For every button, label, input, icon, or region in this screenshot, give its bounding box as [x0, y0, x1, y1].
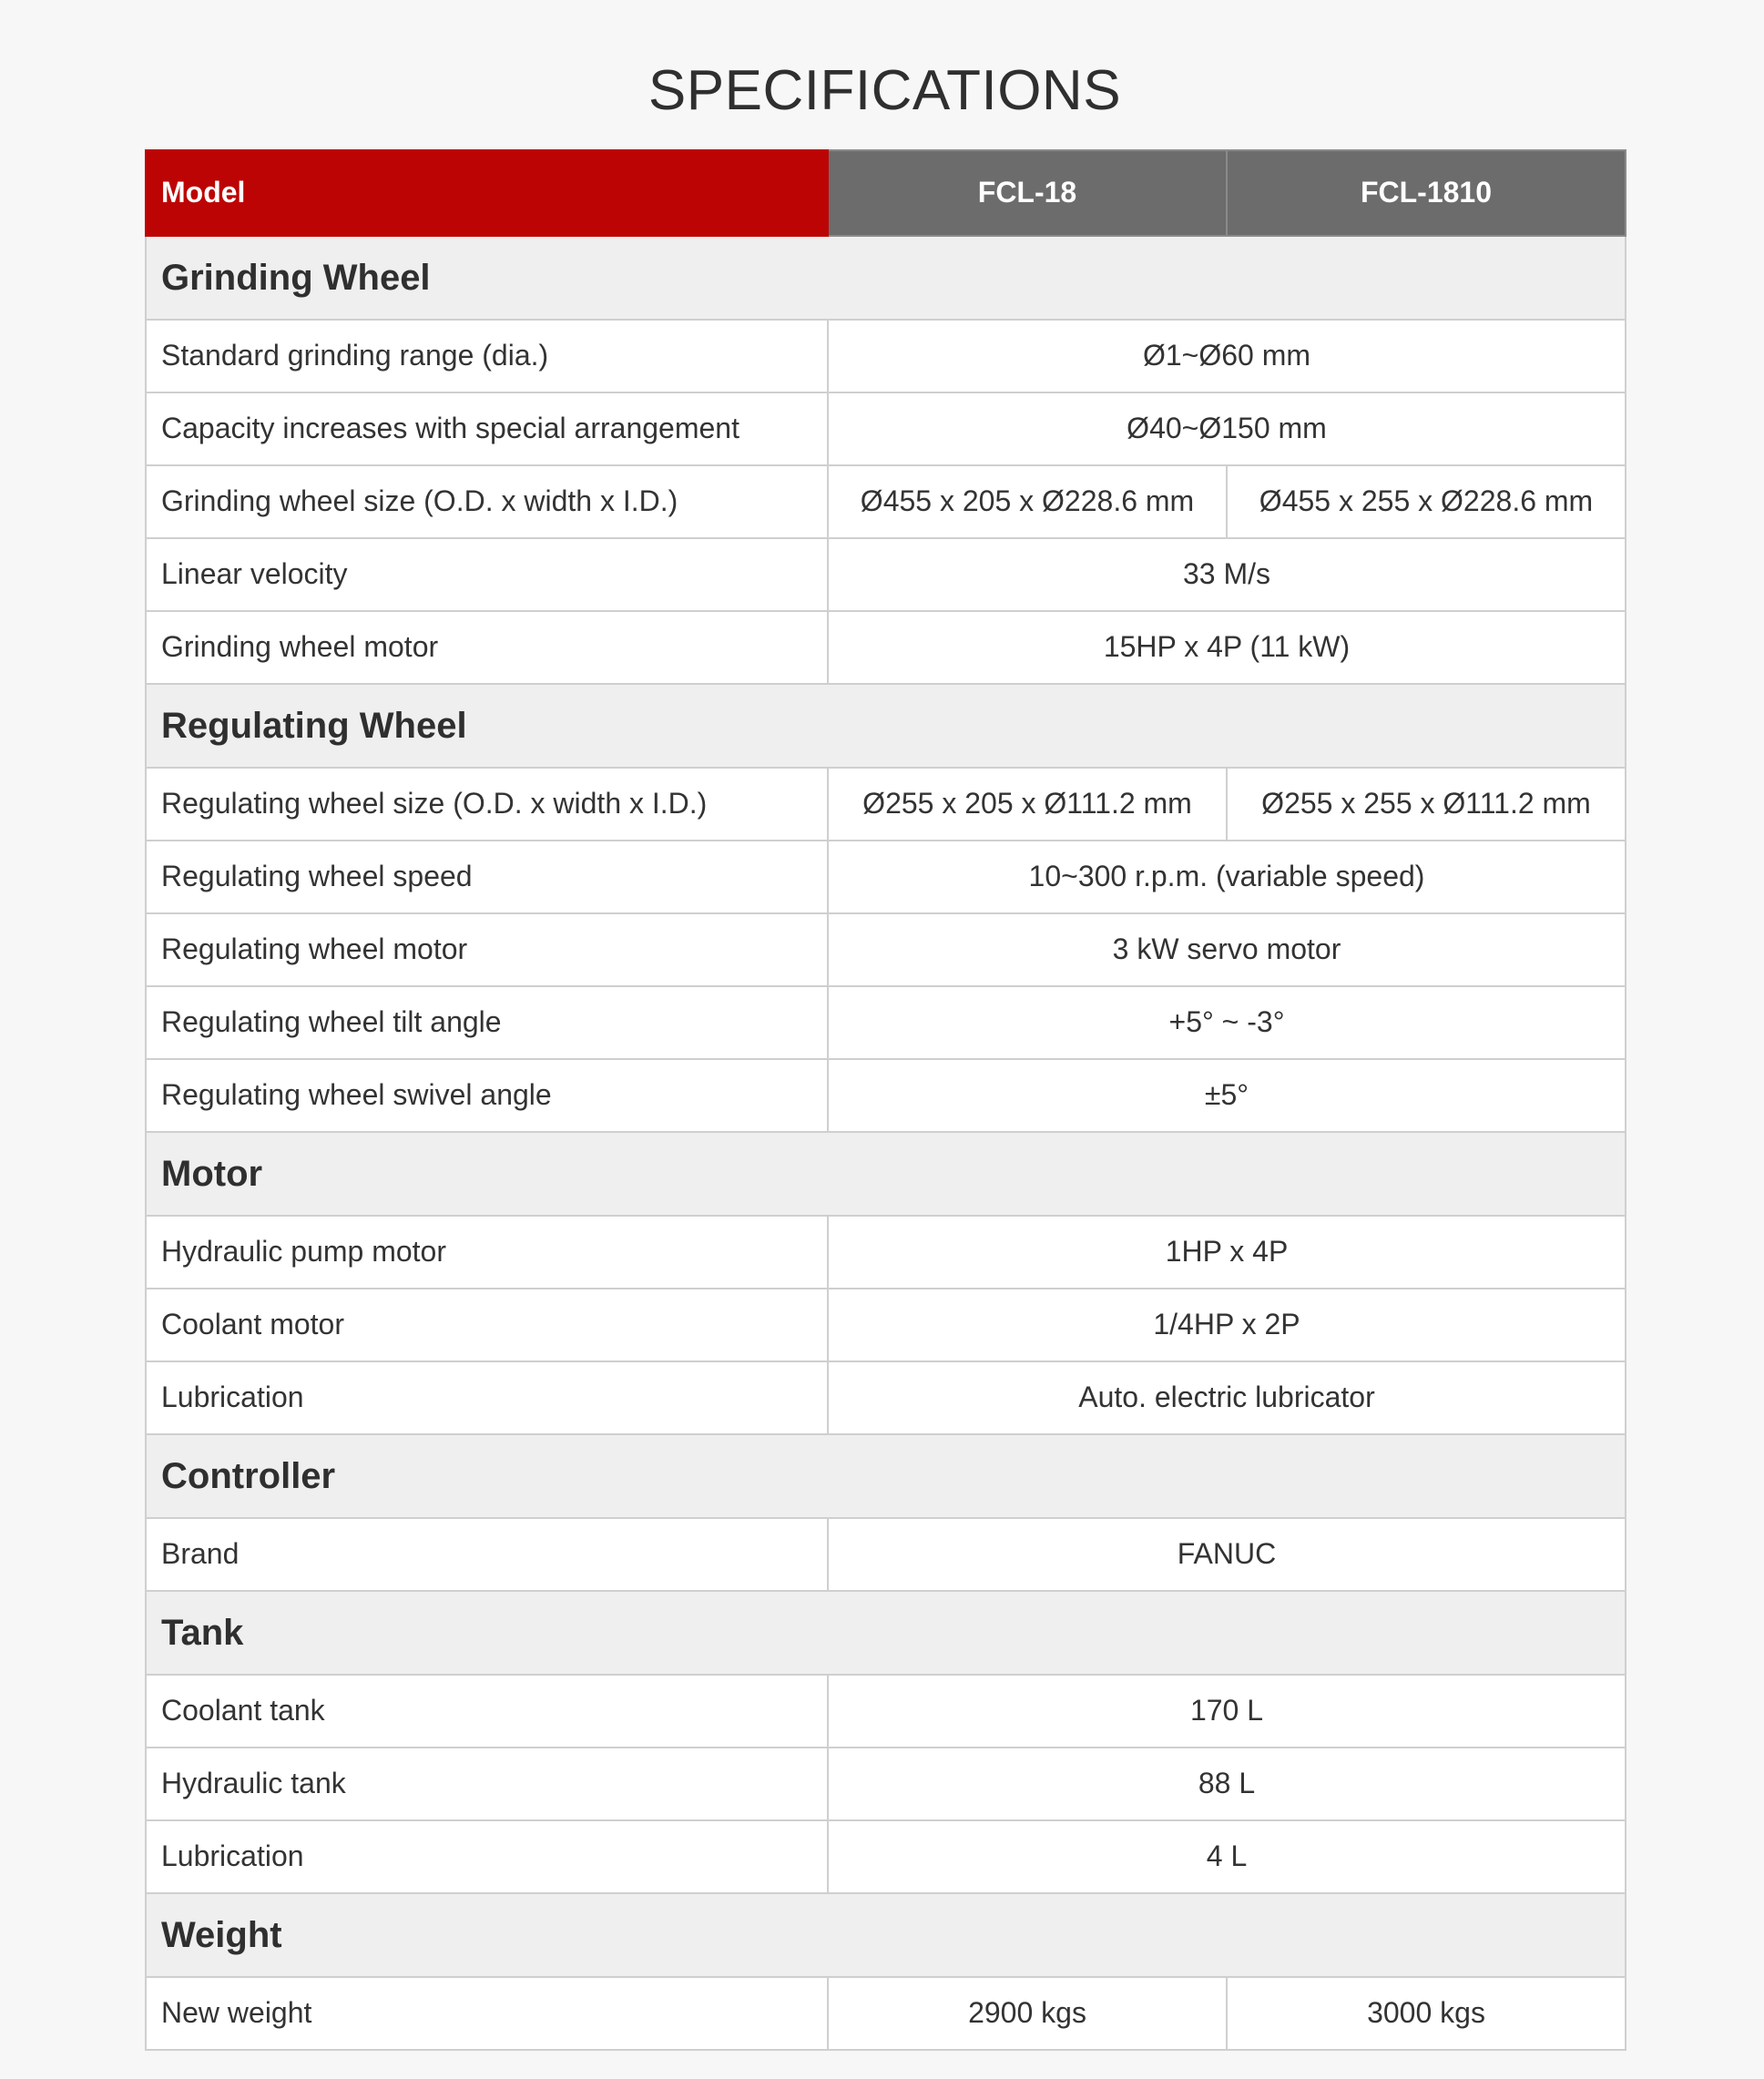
- table-body: [146, 236, 1626, 2050]
- spec-value-shared: Ø1~Ø60 mm: [828, 320, 1626, 392]
- spec-value-shared: FANUC: [828, 1518, 1626, 1591]
- spec-label: Regulating wheel speed: [146, 841, 828, 913]
- model-fcl-1810-header: FCL-1810: [1227, 150, 1626, 236]
- spec-label: Lubrication: [146, 1820, 828, 1893]
- spec-label: Regulating wheel motor: [146, 913, 828, 986]
- table-row: [146, 1289, 1626, 1361]
- table-row: [146, 320, 1626, 392]
- spec-value-fcl-18: 2900 kgs: [828, 1977, 1227, 2050]
- table-row: [146, 1216, 1626, 1289]
- spec-value-shared: 10~300 r.p.m. (variable speed): [828, 841, 1626, 913]
- table-row: [146, 768, 1626, 841]
- table-row: [146, 1675, 1626, 1748]
- header-row: [146, 150, 1626, 236]
- table-row: [146, 465, 1626, 538]
- section-heading: Regulating Wheel: [146, 684, 1626, 768]
- section-heading: Motor: [146, 1132, 1626, 1216]
- spec-value-shared: 88 L: [828, 1748, 1626, 1820]
- spec-value-shared: 4 L: [828, 1820, 1626, 1893]
- spec-label: Lubrication: [146, 1361, 828, 1434]
- spec-value-shared: 33 M/s: [828, 538, 1626, 611]
- spec-value-fcl-18: Ø255 x 205 x Ø111.2 mm: [828, 768, 1227, 841]
- section-heading: Controller: [146, 1434, 1626, 1518]
- spec-label: Coolant motor: [146, 1289, 828, 1361]
- spec-value-fcl-1810: 3000 kgs: [1227, 1977, 1626, 2050]
- spec-label: New weight: [146, 1977, 828, 2050]
- spec-value-shared: 1/4HP x 2P: [828, 1289, 1626, 1361]
- specifications-table: [145, 149, 1626, 2051]
- table-row: [146, 1518, 1626, 1591]
- spec-label: Hydraulic pump motor: [146, 1216, 828, 1289]
- spec-value-fcl-1810: Ø255 x 255 x Ø111.2 mm: [1227, 768, 1626, 841]
- model-fcl-18-header: FCL-18: [828, 150, 1227, 236]
- spec-label: Regulating wheel size (O.D. x width x I.D.): [146, 768, 828, 841]
- table-row: [146, 1059, 1626, 1132]
- spec-value-shared: +5° ~ -3°: [828, 986, 1626, 1059]
- spec-value-fcl-18: Ø455 x 205 x Ø228.6 mm: [828, 465, 1227, 538]
- spec-label: Capacity increases with special arrangement: [146, 392, 828, 465]
- spec-value-shared: 170 L: [828, 1675, 1626, 1748]
- table-header: [146, 150, 1626, 236]
- spec-value-shared: Ø40~Ø150 mm: [828, 392, 1626, 465]
- spec-label: Hydraulic tank: [146, 1748, 828, 1820]
- section-row: [146, 1434, 1626, 1518]
- model-header-cell: Model: [146, 150, 828, 236]
- spec-value-shared: 1HP x 4P: [828, 1216, 1626, 1289]
- table-row: [146, 986, 1626, 1059]
- section-row: [146, 1591, 1626, 1675]
- section-row: [146, 1893, 1626, 1977]
- table-row: [146, 392, 1626, 465]
- page-title: SPECIFICATIONS: [647, 59, 1122, 122]
- section-heading: Tank: [146, 1591, 1626, 1675]
- section-heading: Weight: [146, 1893, 1626, 1977]
- section-row: [146, 684, 1626, 768]
- table-row: [146, 913, 1626, 986]
- table-row: [146, 538, 1626, 611]
- section-row: [146, 236, 1626, 320]
- table-row: [146, 1361, 1626, 1434]
- spec-label: Regulating wheel swivel angle: [146, 1059, 828, 1132]
- spec-label: Standard grinding range (dia.): [146, 320, 828, 392]
- spec-value-shared: ±5°: [828, 1059, 1626, 1132]
- spec-label: Regulating wheel tilt angle: [146, 986, 828, 1059]
- section-heading: Grinding Wheel: [146, 236, 1626, 320]
- spec-label: Coolant tank: [146, 1675, 828, 1748]
- section-row: [146, 1132, 1626, 1216]
- table-row: [146, 1977, 1626, 2050]
- spec-value-shared: Auto. electric lubricator: [828, 1361, 1626, 1434]
- spec-value-fcl-1810: Ø455 x 255 x Ø228.6 mm: [1227, 465, 1626, 538]
- spec-label: Grinding wheel motor: [146, 611, 828, 684]
- spec-value-shared: 3 kW servo motor: [828, 913, 1626, 986]
- table-row: [146, 1820, 1626, 1893]
- table-row: [146, 611, 1626, 684]
- spec-value-shared: 15HP x 4P (11 kW): [828, 611, 1626, 684]
- table-row: [146, 1748, 1626, 1820]
- spec-label: Brand: [146, 1518, 828, 1591]
- spec-label: Grinding wheel size (O.D. x width x I.D.): [146, 465, 828, 538]
- spec-label: Linear velocity: [146, 538, 828, 611]
- table-row: [146, 841, 1626, 913]
